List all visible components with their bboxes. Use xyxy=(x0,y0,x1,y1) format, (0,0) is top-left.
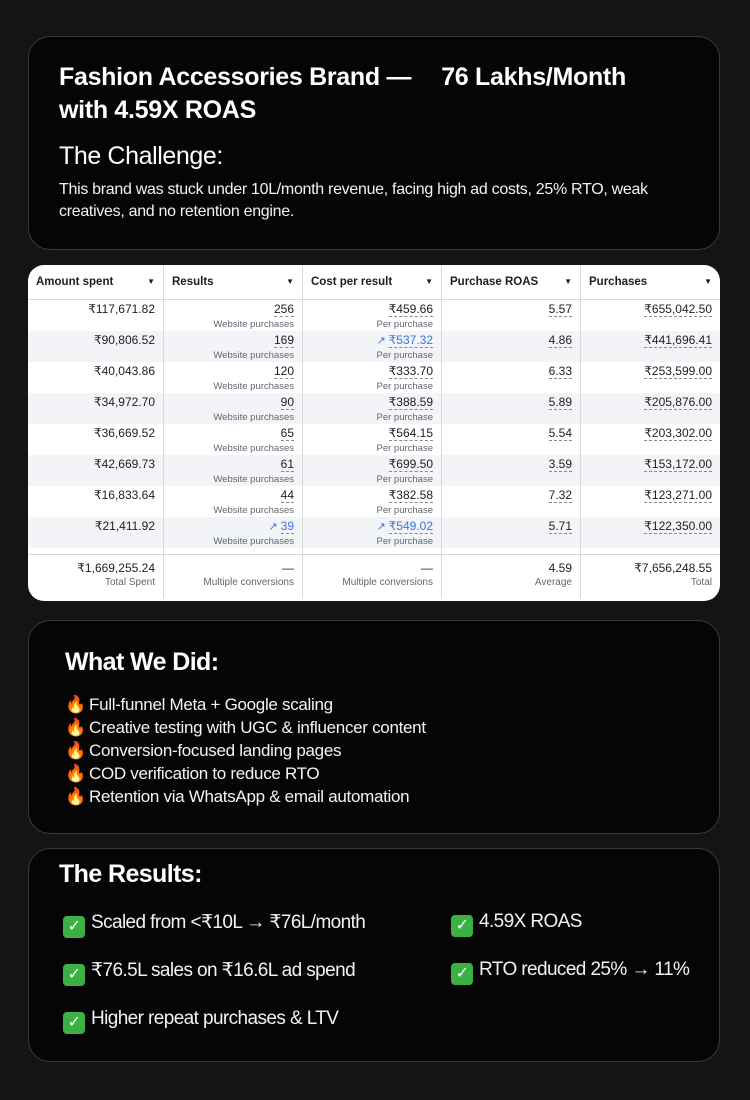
amount-spent-cell-value[interactable]: ₹16,833.64 xyxy=(93,488,155,502)
result-item xyxy=(451,959,689,985)
conversion-value-cell xyxy=(581,393,720,424)
conversion-value-cell-value[interactable]: ₹253,599.00 xyxy=(644,364,712,378)
table-header xyxy=(28,265,720,300)
results-cell-value[interactable]: 61 xyxy=(280,457,294,471)
cost-per-result-cell-label: Per purchase xyxy=(376,536,433,547)
column-header[interactable] xyxy=(442,265,581,299)
amount-spent-cell-value[interactable]: ₹40,043.86 xyxy=(93,364,155,378)
amount-spent-cell-value[interactable]: ₹117,671.82 xyxy=(88,302,155,316)
page-title xyxy=(59,61,689,127)
table-body xyxy=(28,300,720,548)
cost-per-result-cell-value[interactable]: ₹459.66 xyxy=(388,302,433,316)
column-header[interactable] xyxy=(164,265,303,299)
roas-cell-value[interactable]: 5.57 xyxy=(548,302,572,316)
roas-cell-value[interactable]: 5.71 xyxy=(548,519,572,533)
result-item-text: Higher repeat purchases & LTV xyxy=(91,1008,339,1029)
cost-per-result-cell-label: Per purchase xyxy=(376,381,433,392)
roas-cell-value[interactable]: 6.33 xyxy=(548,364,572,378)
table-cut-row xyxy=(28,548,720,554)
results-cell-value[interactable]: 39 xyxy=(280,519,294,533)
results-cell-value[interactable]: 169 xyxy=(273,333,294,347)
amount-spent-cell xyxy=(28,331,164,362)
cost-per-result-cell-value[interactable]: ₹564.15 xyxy=(388,426,433,440)
results-cell xyxy=(164,517,303,548)
amount-spent-cell-value[interactable]: ₹21,411.92 xyxy=(94,519,155,533)
list-item-text: Retention via WhatsApp & email automation xyxy=(89,787,410,806)
list-item xyxy=(65,785,683,808)
roas-cell xyxy=(442,331,581,362)
cost-per-result-cell-value[interactable]: ₹699.50 xyxy=(388,457,433,471)
sort-caret-icon[interactable]: ▼ xyxy=(425,277,433,286)
fire-icon: 🔥 xyxy=(65,718,86,737)
total-roas-cell: 4.59 Average xyxy=(442,555,581,598)
cost-per-result-cell-label: Per purchase xyxy=(376,443,433,454)
sort-caret-icon[interactable]: ▼ xyxy=(147,277,155,286)
cost-per-result-cell-value[interactable]: ₹549.02 xyxy=(388,519,433,533)
sort-caret-icon[interactable]: ▼ xyxy=(286,277,294,286)
roas-cell xyxy=(442,424,581,455)
cost-per-result-cell-label: Per purchase xyxy=(376,412,433,423)
results-cell-label: Website purchases xyxy=(213,474,294,485)
challenge-heading: The Challenge: xyxy=(59,142,223,170)
list-item xyxy=(65,693,683,716)
column-header[interactable] xyxy=(303,265,442,299)
trend-up-icon: ↗ xyxy=(268,521,278,533)
title-roas: with 4.59X ROAS xyxy=(59,96,256,124)
cost-per-result-cell xyxy=(303,331,442,362)
roas-cell xyxy=(442,486,581,517)
results-cell-value[interactable]: 44 xyxy=(280,488,294,502)
conversion-value-cell xyxy=(581,331,720,362)
fire-icon: 🔥 xyxy=(65,764,86,783)
amount-spent-cell xyxy=(28,455,164,486)
results-cell-value[interactable]: 65 xyxy=(280,426,294,440)
challenge-card xyxy=(28,36,720,250)
table-row xyxy=(28,362,720,393)
sort-caret-icon[interactable]: ▼ xyxy=(564,277,572,286)
amount-spent-cell xyxy=(28,393,164,424)
results-cell-value[interactable]: 90 xyxy=(280,395,294,409)
amount-spent-cell-value[interactable]: ₹36,669.52 xyxy=(93,426,155,440)
table-row xyxy=(28,331,720,362)
list-item xyxy=(65,762,683,785)
amount-spent-cell-value[interactable]: ₹34,972.70 xyxy=(93,395,155,409)
result-item xyxy=(63,959,355,986)
results-cell-label: Website purchases xyxy=(213,536,294,547)
cost-per-result-cell-label: Per purchase xyxy=(376,319,433,330)
total-results-cell: — Multiple conversions xyxy=(164,555,303,598)
cost-per-result-cell-value[interactable]: ₹388.59 xyxy=(388,395,433,409)
roas-cell-value[interactable]: 5.54 xyxy=(548,426,572,440)
roas-cell-value[interactable]: 5.89 xyxy=(548,395,572,409)
roas-cell xyxy=(442,517,581,548)
results-cell xyxy=(164,424,303,455)
cost-per-result-cell xyxy=(303,362,442,393)
title-revenue: 76 Lakhs/Month xyxy=(441,63,626,91)
cost-per-result-cell xyxy=(303,517,442,548)
results-cell-label: Website purchases xyxy=(213,350,294,361)
conversion-value-cell xyxy=(581,455,720,486)
result-item-text: RTO reduced 25% → 11% xyxy=(479,959,690,980)
results-cell-label: Website purchases xyxy=(213,412,294,423)
amount-spent-cell xyxy=(28,362,164,393)
sort-caret-icon[interactable]: ▼ xyxy=(704,277,712,286)
results-cell-value[interactable]: 256 xyxy=(273,302,294,316)
conversion-value-cell-value[interactable]: ₹122,350.00 xyxy=(644,519,712,533)
table-row xyxy=(28,424,720,455)
column-header-label: Purchase ROAS xyxy=(450,276,539,288)
roas-cell xyxy=(442,300,581,331)
table-row xyxy=(28,517,720,548)
conversion-value-cell-value[interactable]: ₹123,271.00 xyxy=(644,488,712,502)
cost-per-result-cell-value[interactable]: ₹537.32 xyxy=(388,333,433,347)
results-cell xyxy=(164,486,303,517)
conversion-value-cell xyxy=(581,517,720,548)
results-cell-label: Website purchases xyxy=(213,505,294,516)
cost-per-result-cell xyxy=(303,300,442,331)
results-list xyxy=(59,911,689,1061)
column-header-label: Cost per result xyxy=(311,276,393,288)
amount-spent-cell xyxy=(28,300,164,331)
column-header-label: Results xyxy=(172,276,214,288)
check-icon: ✓ xyxy=(451,915,473,937)
roas-cell xyxy=(442,455,581,486)
results-cell-label: Website purchases xyxy=(213,443,294,454)
results-cell xyxy=(164,362,303,393)
trend-up-icon: ↗ xyxy=(376,521,386,533)
results-cell xyxy=(164,331,303,362)
result-item-text: ₹76.5L sales on ₹16.6L ad spend xyxy=(91,960,356,981)
conversion-value-cell-value[interactable]: ₹441,696.41 xyxy=(644,333,712,347)
total-spent-cell: ₹1,669,255.24 Total Spent xyxy=(28,555,164,598)
result-item xyxy=(63,1008,338,1034)
results-cell xyxy=(164,300,303,331)
list-item xyxy=(65,716,683,739)
result-item xyxy=(451,911,582,937)
list-item-text: Full-funnel Meta + Google scaling xyxy=(89,695,333,714)
challenge-text: This brand was stuck under 10L/month revenue, facing high ad costs, 25% RTO, weak creatives, and no retention engine. xyxy=(59,181,648,220)
cost-per-result-cell-label: Per purchase xyxy=(376,474,433,485)
amount-spent-cell-value[interactable]: ₹42,669.73 xyxy=(93,457,155,471)
cost-per-result-cell-value[interactable]: ₹382.58 xyxy=(388,488,433,502)
amount-spent-cell xyxy=(28,517,164,548)
amount-spent-cell-value[interactable]: ₹90,806.52 xyxy=(93,333,155,347)
total-cpr-cell: — Multiple conversions xyxy=(303,555,442,598)
conversion-value-cell xyxy=(581,362,720,393)
results-cell xyxy=(164,393,303,424)
conversion-value-cell-value[interactable]: ₹655,042.50 xyxy=(644,302,712,316)
cost-per-result-cell-label: Per purchase xyxy=(376,505,433,516)
roas-cell xyxy=(442,393,581,424)
roas-cell-value[interactable]: 7.32 xyxy=(548,488,572,502)
amount-spent-cell xyxy=(28,486,164,517)
list-item-text: Conversion-focused landing pages xyxy=(89,741,342,760)
results-cell-label: Website purchases xyxy=(213,381,294,392)
what-we-did-card xyxy=(28,620,720,834)
list-item-text: Creative testing with UGC & influencer content xyxy=(89,718,426,737)
result-item xyxy=(63,911,365,938)
fire-icon: 🔥 xyxy=(65,695,86,714)
fire-icon: 🔥 xyxy=(65,787,86,806)
table-row xyxy=(28,486,720,517)
fire-icon: 🔥 xyxy=(65,741,86,760)
results-cell-value[interactable]: 120 xyxy=(273,364,294,378)
conversion-value-cell xyxy=(581,424,720,455)
cost-per-result-cell xyxy=(303,424,442,455)
roas-cell-value[interactable]: 3.59 xyxy=(548,457,572,471)
column-header-label: Purchases xyxy=(589,276,648,288)
column-header[interactable] xyxy=(581,265,720,299)
cost-per-result-cell xyxy=(303,455,442,486)
conversion-value-cell xyxy=(581,486,720,517)
trend-up-icon: ↗ xyxy=(376,335,386,347)
total-conv-cell: ₹7,656,248.55 Total xyxy=(634,561,712,588)
result-item-text: Scaled from <₹10L → ₹76L/month xyxy=(91,912,366,933)
check-icon: ✓ xyxy=(63,964,85,986)
conversion-value-cell xyxy=(581,300,720,331)
what-we-did-list xyxy=(65,693,683,808)
table-row xyxy=(28,300,720,331)
table-row xyxy=(28,455,720,486)
table-row xyxy=(28,393,720,424)
conversion-value-cell-value[interactable]: ₹153,172.00 xyxy=(644,457,712,471)
title-brand: Fashion Accessories Brand — xyxy=(59,63,412,91)
column-header-label: Amount spent xyxy=(36,276,114,288)
results-cell xyxy=(164,455,303,486)
list-item-text: COD verification to reduce RTO xyxy=(89,764,320,783)
what-we-did-heading: What We Did: xyxy=(65,648,219,676)
check-icon: ✓ xyxy=(63,916,85,938)
results-heading: The Results: xyxy=(59,860,202,888)
column-header[interactable] xyxy=(28,265,164,299)
cost-per-result-cell xyxy=(303,393,442,424)
roas-cell xyxy=(442,362,581,393)
table-totals-row xyxy=(28,554,720,598)
result-item-text: 4.59X ROAS xyxy=(479,911,582,932)
results-cell-label: Website purchases xyxy=(213,319,294,330)
amount-spent-cell xyxy=(28,424,164,455)
cost-per-result-cell-value[interactable]: ₹333.70 xyxy=(388,364,433,378)
check-icon: ✓ xyxy=(63,1012,85,1034)
results-card xyxy=(28,848,720,1062)
list-item xyxy=(65,739,683,762)
conversion-value-cell-value[interactable]: ₹205,876.00 xyxy=(644,395,712,409)
roas-cell-value[interactable]: 4.86 xyxy=(548,333,572,347)
conversion-value-cell-value[interactable]: ₹203,302.00 xyxy=(644,426,712,440)
cost-per-result-cell-label: Per purchase xyxy=(376,350,433,361)
check-icon: ✓ xyxy=(451,963,473,985)
ads-results-table xyxy=(28,265,720,601)
cost-per-result-cell xyxy=(303,486,442,517)
